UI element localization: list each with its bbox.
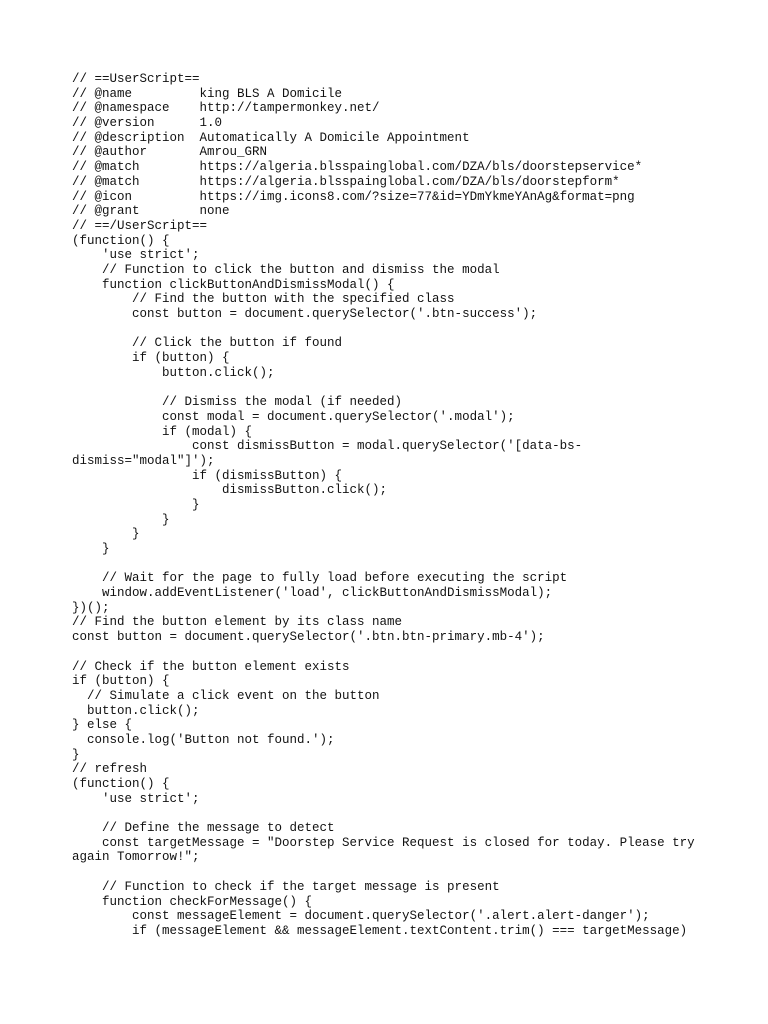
code-line: // Wait for the page to fully load before executing the script [72, 571, 568, 586]
code-line: if (dismissButton) { [72, 468, 343, 483]
code-line: const messageElement = document.querySelector('.alert.alert-danger'); [72, 909, 650, 924]
code-line: (function() { [72, 233, 170, 248]
code-line: // ==UserScript== [72, 72, 200, 86]
code-line: const targetMessage = "Doorstep Service Request is closed for today. Please try [72, 835, 695, 850]
code-line: } [72, 527, 140, 542]
code-line: // Dismiss the modal (if needed) [72, 395, 403, 410]
code-line: // @namespace http://tampermonkey.net/ [72, 101, 380, 116]
code-line: (function() { [72, 777, 170, 791]
code-line [72, 865, 752, 880]
code-line: } [72, 747, 80, 762]
code-line: button.click(); [72, 365, 275, 380]
code-line: // Function to check if the target message is present [72, 879, 500, 894]
code-line: if (messageElement && messageElement.textContent.trim() === targetMessage) [72, 923, 688, 938]
code-line: again Tomorrow!"; [72, 850, 200, 865]
code-line [72, 322, 752, 337]
code-line: if (button) { [72, 351, 230, 366]
code-line [72, 645, 752, 660]
code-line: if (modal) { [72, 424, 253, 439]
code-document [72, 72, 752, 939]
code-line: })(); [72, 600, 110, 615]
code-line [72, 380, 752, 395]
code-line: const button = document.querySelector('.btn-success'); [72, 307, 538, 321]
code-line: } else { [72, 718, 133, 733]
code-line: function checkForMessage() { [72, 894, 313, 909]
code-line: if (button) { [72, 674, 170, 689]
code-line: const dismissButton = modal.querySelector('[data-bs- [72, 439, 583, 454]
code-line: // @grant none [72, 204, 230, 219]
code-line: button.click(); [72, 703, 200, 718]
code-line: 'use strict'; [72, 791, 200, 806]
code-line: const button = document.querySelector('.btn.btn-primary.mb-4'); [72, 630, 545, 645]
code-line: window.addEventListener('load', clickButtonAndDismissModal); [72, 586, 553, 601]
code-line: // @icon https://img.icons8.com/?size=77&id=YDmYkmeYAnAg&format=png [72, 189, 635, 204]
code-line: } [72, 497, 200, 512]
code-line: // Find the button with the specified class [72, 292, 455, 307]
code-line: dismiss="modal"]'); [72, 453, 215, 468]
code-line: function clickButtonAndDismissModal() { [72, 277, 395, 292]
code-line: // refresh [72, 762, 148, 777]
code-line: // Find the button element by its class name [72, 615, 403, 630]
code-line [72, 557, 752, 572]
code-line: dismissButton.click(); [72, 483, 388, 498]
code-line: // Define the message to detect [72, 821, 335, 836]
code-line: // Simulate a click event on the button [72, 688, 380, 703]
code-line: 'use strict'; [72, 248, 200, 263]
code-line: // Check if the button element exists [72, 659, 350, 674]
code-line: // @name king BLS A Domicile [72, 86, 343, 101]
code-line: console.log('Button not found.'); [72, 732, 335, 747]
code-line: // @version 1.0 [72, 116, 223, 131]
code-line: const modal = document.querySelector('.modal'); [72, 409, 515, 424]
code-line: // @match https://algeria.blsspainglobal.com/DZA/bls/doorstepform* [72, 174, 620, 189]
code-line: // @author Amrou_GRN [72, 145, 268, 160]
code-line: // Click the button if found [72, 336, 343, 351]
code-line: // ==/UserScript== [72, 218, 208, 233]
code-line: } [72, 542, 110, 556]
code-line [72, 806, 752, 821]
code-line: // Function to click the button and dismiss the modal [72, 262, 500, 277]
code-line: // @description Automatically A Domicile Appointment [72, 130, 470, 145]
code-line: } [72, 512, 170, 527]
code-line: // @match https://algeria.blsspainglobal.com/DZA/bls/doorstepservice* [72, 160, 643, 175]
